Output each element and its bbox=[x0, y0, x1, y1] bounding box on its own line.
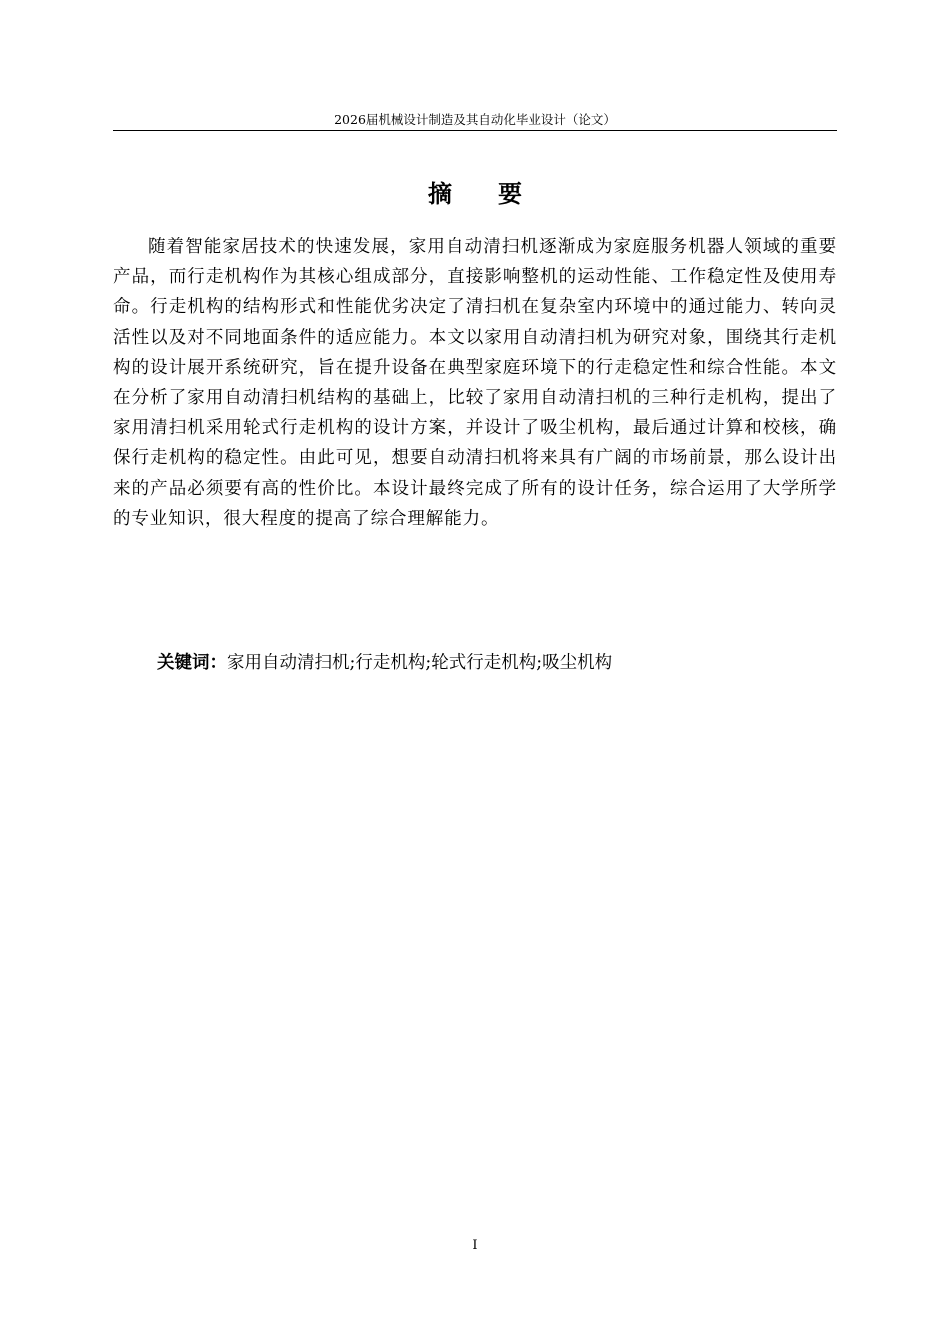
page-number: I bbox=[472, 1238, 478, 1253]
keywords-text: 家用自动清扫机;行走机构;轮式行走机构;吸尘机构 bbox=[227, 653, 613, 673]
keywords-line bbox=[157, 650, 837, 676]
running-header: 2026届机械设计制造及其自动化毕业设计（论文） bbox=[334, 112, 616, 127]
abstract-body: 随着智能家居技术的快速发展，家用自动清扫机逐渐成为家庭服务机器人领域的重要产品，而行走机构作为其核心组成部分，直接影响整机的运动性能、工作稳定性及使用寿命。行走机构的结构形式和性能优劣决定了清扫机在复杂室内环境中的通过能力、转向灵活性以及对不同地面条件的适应能力。本文以家用自动清扫机为研究对象，围绕其行走机构的设计展开系统研究，旨在提升设备在典型家庭环境下的行走稳定性和综合性能。本文在分析了家用自动清扫机结构的基础上，比较了家用自动清扫机的三种行走机构，提出了家用清扫机采用轮式行走机构的设计方案，并设计了吸尘机构，最后通过计算和校核，确保行走机构的稳定性。由此可见，想要自动清扫机将来具有广阔的市场前景，那么设计出来的产品必须要有高的性价比。本设计最终完成了所有的设计任务，综合运用了大学所学的专业知识，很大程度的提高了综合理解能力。 bbox=[113, 237, 837, 529]
abstract-title: 摘要 bbox=[428, 180, 568, 208]
header-rule bbox=[113, 130, 837, 131]
keywords-label: 关键词： bbox=[157, 653, 227, 673]
